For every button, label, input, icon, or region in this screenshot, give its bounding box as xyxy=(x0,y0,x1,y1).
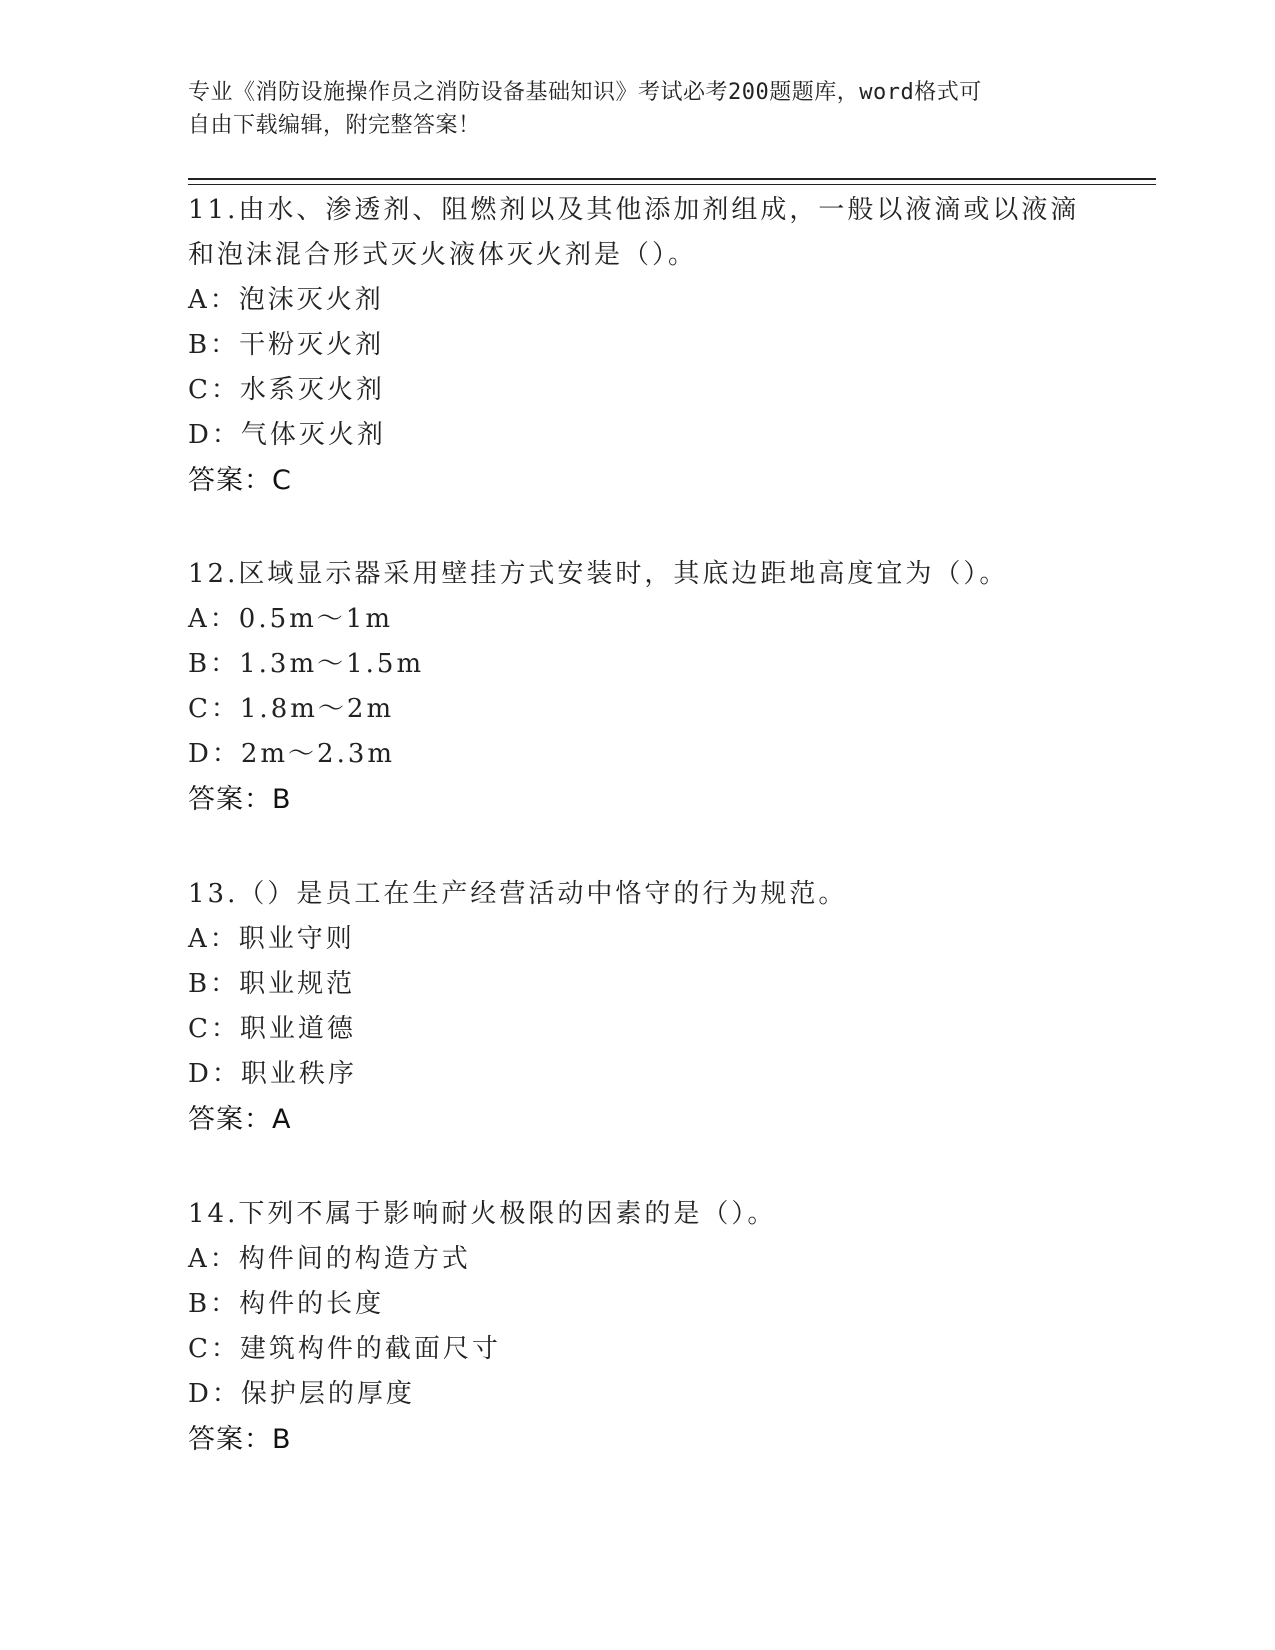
header-divider-thick xyxy=(188,178,1156,180)
question-stem-line-1: 11.由水、渗透剂、阻燃剂以及其他添加剂组成，一般以液滴或以液滴 xyxy=(188,195,1080,225)
header-divider-thin xyxy=(188,184,1156,185)
header-line-1: 专业《消防设施操作员之消防设备基础知识》考试必考200题题库，word格式可 xyxy=(188,80,982,105)
option-d: D：2m～2.3m xyxy=(188,739,396,769)
option-c: C：建筑构件的截面尺寸 xyxy=(188,1334,501,1364)
option-d: D：职业秩序 xyxy=(188,1059,357,1089)
option-a: A：0.5m～1m xyxy=(188,604,393,634)
document-header xyxy=(188,76,1088,142)
option-c: C：水系灭火剂 xyxy=(188,375,385,405)
answer: 答案：B xyxy=(188,1424,292,1455)
option-c: C：职业道德 xyxy=(188,1014,356,1044)
option-a: A：职业守则 xyxy=(188,924,355,954)
question-stem-line-1: 13.（）是员工在生产经营活动中恪守的行为规范。 xyxy=(188,879,848,909)
header-line-2: 自由下载编辑，附完整答案！ xyxy=(188,113,481,138)
option-a: A：泡沫灭火剂 xyxy=(188,285,384,315)
option-d: D：气体灭火剂 xyxy=(188,420,386,450)
question-11 xyxy=(188,188,1088,503)
option-b: B：1.3m～1.5m xyxy=(188,649,425,679)
option-c: C：1.8m～2m xyxy=(188,694,395,724)
option-a: A：构件间的构造方式 xyxy=(188,1244,471,1274)
question-stem-line-2: 和泡沫混合形式灭火液体灭火剂是（）。 xyxy=(188,240,698,270)
question-stem-line-1: 12.区域显示器采用壁挂方式安装时，其底边距地高度宜为（）。 xyxy=(188,559,1009,589)
option-b: B：干粉灭火剂 xyxy=(188,330,385,360)
answer: 答案：C xyxy=(188,465,292,496)
question-14 xyxy=(188,1192,1088,1462)
option-d: D：保护层的厚度 xyxy=(188,1379,415,1409)
question-stem-line-1: 14.下列不属于影响耐火极限的因素的是（）。 xyxy=(188,1199,777,1229)
option-b: B：职业规范 xyxy=(188,969,356,999)
answer: 答案：B xyxy=(188,784,292,815)
answer: 答案：A xyxy=(188,1104,292,1135)
question-12 xyxy=(188,552,1088,822)
question-13 xyxy=(188,872,1088,1142)
option-b: B：构件的长度 xyxy=(188,1289,385,1319)
